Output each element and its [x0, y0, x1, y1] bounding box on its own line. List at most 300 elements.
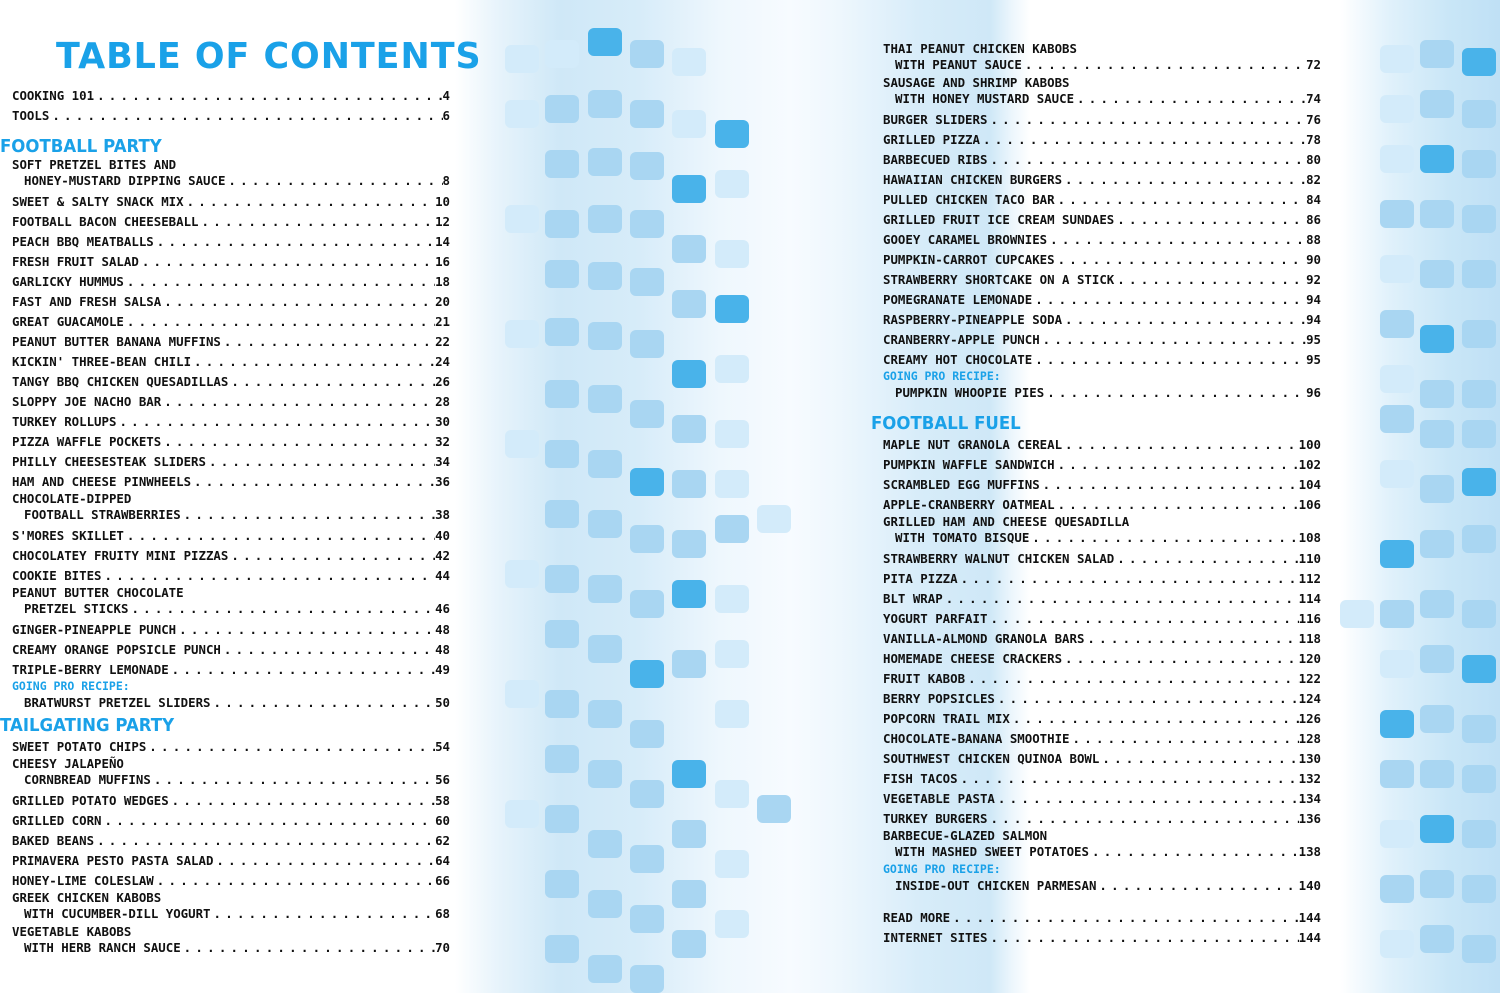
background-tile: [630, 152, 664, 180]
toc-entry[interactable]: [12, 925, 450, 959]
background-tile: [1462, 150, 1496, 178]
toc-entry-title: READ MORE: [883, 910, 951, 925]
football-party-list: [12, 158, 452, 680]
toc-page-number: 44: [435, 568, 450, 583]
toc-page-number: 130: [1298, 751, 1321, 766]
toc-entry[interactable]: [12, 851, 450, 871]
background-tile: [1340, 600, 1374, 628]
toc-entry-title: TURKEY BURGERS: [883, 811, 988, 826]
dot-leader: [1062, 310, 1306, 330]
toc-entry-title: GRILLED CORN: [12, 813, 102, 828]
toc-entry-title: PHILLY CHEESESTEAK SLIDERS: [12, 454, 206, 469]
background-tile: [630, 100, 664, 128]
toc-page-number: 6: [442, 108, 450, 123]
toc-entry-title: BURGER SLIDERS: [883, 112, 988, 127]
background-tile: [505, 680, 539, 708]
toc-entry[interactable]: [883, 629, 1321, 649]
toc-entry[interactable]: [883, 330, 1321, 350]
toc-entry-title: PITA PIZZA: [883, 571, 958, 586]
dot-leader: [1114, 549, 1298, 569]
toc-entry-title-line1: PEANUT BUTTER CHOCOLATE: [12, 585, 184, 600]
dot-leader: [94, 831, 435, 851]
background-tile: [630, 525, 664, 553]
toc-entry[interactable]: [883, 150, 1321, 170]
toc-page-number: 64: [435, 853, 450, 868]
dot-leader: [1029, 529, 1298, 547]
background-tile: [715, 240, 749, 268]
background-tile: [588, 385, 622, 413]
toc-page-number: 54: [435, 739, 450, 754]
background-tile: [1420, 645, 1454, 673]
toc-entry[interactable]: [883, 515, 1321, 549]
background-tile: [672, 110, 706, 138]
background-tile: [672, 360, 706, 388]
background-tile: [715, 640, 749, 668]
toc-entry[interactable]: [12, 232, 450, 252]
toc-entry[interactable]: [883, 190, 1321, 210]
toc-entry[interactable]: [883, 290, 1321, 310]
toc-entry[interactable]: [883, 475, 1321, 495]
background-tile: [505, 430, 539, 458]
toc-entry-title: TRIPLE-BERRY LEMONADE: [12, 662, 169, 677]
toc-page-number: 32: [435, 434, 450, 449]
dot-leader: [221, 640, 435, 660]
toc-page-number: 104: [1298, 477, 1321, 492]
toc-entry[interactable]: [12, 586, 450, 620]
toc-entry-title: WITH PEANUT SAUCE: [895, 57, 1022, 72]
toc-entry[interactable]: [883, 435, 1321, 455]
background-tile: [1420, 420, 1454, 448]
toc-page-number: 128: [1298, 731, 1321, 746]
toc-entry-title: WITH HONEY MUSTARD SAUCE: [895, 91, 1075, 106]
toc-page-number: 58: [435, 793, 450, 808]
toc-entry[interactable]: [883, 310, 1321, 330]
toc-entry-title: PRIMAVERA PESTO PASTA SALAD: [12, 853, 214, 868]
dot-leader: [124, 272, 435, 292]
background-tile: [1380, 310, 1414, 338]
toc-page-number: 106: [1298, 497, 1321, 512]
background-tile: [757, 505, 791, 533]
background-tile: [1462, 715, 1496, 743]
dot-leader: [228, 372, 435, 392]
toc-entry[interactable]: [12, 871, 450, 891]
background-tile: [1462, 468, 1496, 496]
dot-leader: [1070, 729, 1299, 749]
toc-entry-title-line1: GREEK CHICKEN KABOBS: [12, 890, 162, 905]
background-tile: [1380, 255, 1414, 283]
toc-page-number: 110: [1298, 551, 1321, 566]
toc-page-number: 140: [1298, 878, 1321, 893]
toc-page-number: 122: [1298, 671, 1321, 686]
dot-leader: [1022, 56, 1306, 74]
background-tile: [630, 590, 664, 618]
dot-leader: [995, 689, 1299, 709]
toc-entry[interactable]: [883, 789, 1321, 809]
background-tile: [1420, 870, 1454, 898]
dot-leader: [1044, 383, 1306, 403]
background-tile: [1420, 705, 1454, 733]
toc-entry-title: PEACH BBQ MEATBALLS: [12, 234, 154, 249]
dot-leader: [191, 352, 435, 372]
page-title: TABLE OF CONTENTS: [56, 36, 482, 77]
dot-leader: [213, 851, 435, 871]
background-tile: [545, 380, 579, 408]
background-tile: [1462, 765, 1496, 793]
dot-leader: [1074, 90, 1306, 108]
toc-entry[interactable]: [883, 210, 1321, 230]
toc-entry-title: CREAMY HOT CHOCOLATE: [883, 352, 1033, 367]
toc-entry-title: CORNBREAD MUFFINS: [24, 772, 151, 787]
toc-page-number: 136: [1298, 811, 1321, 826]
toc-entry[interactable]: [883, 270, 1321, 290]
toc-entry[interactable]: [12, 620, 450, 640]
toc-entry-title-line1: SOFT PRETZEL BITES AND: [12, 157, 177, 172]
dot-leader: [1040, 330, 1306, 350]
dot-leader: [987, 609, 1298, 629]
toc-entry[interactable]: [883, 669, 1321, 689]
toc-entry-title: INTERNET SITES: [883, 930, 988, 945]
toc-entry-title: CRANBERRY-APPLE PUNCH: [883, 332, 1040, 347]
toc-entry[interactable]: [883, 829, 1321, 863]
toc-entry[interactable]: [12, 312, 450, 332]
background-tile: [545, 565, 579, 593]
toc-entry-title: CHOCOLATEY FRUITY MINI PIZZAS: [12, 548, 229, 563]
toc-page-number: 112: [1298, 571, 1321, 586]
toc-entry[interactable]: [12, 546, 450, 566]
background-tile: [630, 660, 664, 688]
background-tile: [1380, 600, 1414, 628]
background-tile: [545, 40, 579, 68]
toc-entry-title: BRATWURST PRETZEL SLIDERS: [24, 695, 211, 710]
toc-entry[interactable]: [12, 432, 450, 452]
toc-entry[interactable]: [883, 928, 1321, 948]
dot-leader: [1047, 230, 1306, 250]
dot-leader: [943, 589, 1299, 609]
toc-page-number: 10: [435, 194, 450, 209]
background-tile: [588, 890, 622, 918]
toc-page-number: 94: [1306, 292, 1321, 307]
toc-page-number: 126: [1298, 711, 1321, 726]
toc-page-number: 26: [435, 374, 450, 389]
toc-entry[interactable]: [883, 170, 1321, 190]
toc-entry[interactable]: [12, 831, 450, 851]
background-tile: [1420, 40, 1454, 68]
dot-leader: [1010, 709, 1299, 729]
background-tile: [630, 40, 664, 68]
toc-entry-title: FISH TACOS: [883, 771, 958, 786]
toc-page-number: 56: [435, 772, 450, 787]
background-tile: [1462, 525, 1496, 553]
background-tile: [588, 510, 622, 538]
toc-entry[interactable]: [12, 192, 450, 212]
toc-entry[interactable]: [12, 106, 450, 126]
background-tile: [545, 500, 579, 528]
toc-page-number: 36: [435, 474, 450, 489]
toc-entry[interactable]: [12, 252, 450, 272]
toc-entry-title: GARLICKY HUMMUS: [12, 274, 124, 289]
toc-entry-title: HOMEMADE CHEESE CRACKERS: [883, 651, 1063, 666]
toc-entry[interactable]: [883, 749, 1321, 769]
toc-entry-title: GRILLED POTATO WEDGES: [12, 793, 169, 808]
toc-entry[interactable]: [12, 757, 450, 791]
dot-leader: [154, 232, 435, 252]
background-tile: [672, 580, 706, 608]
background-tile: [588, 700, 622, 728]
dot-leader: [225, 172, 442, 190]
background-tile: [1462, 260, 1496, 288]
background-tile: [630, 905, 664, 933]
dot-leader: [1084, 629, 1298, 649]
toc-entry[interactable]: [12, 811, 450, 831]
toc-entry[interactable]: [883, 809, 1321, 829]
background-tile: [588, 575, 622, 603]
toc-page-number: 8: [442, 173, 450, 188]
background-tile: [545, 440, 579, 468]
toc-page-number: 78: [1306, 132, 1321, 147]
toc-entry-title: PUMPKIN-CARROT CUPCAKES: [883, 252, 1055, 267]
toc-entry[interactable]: [883, 908, 1321, 928]
toc-entry[interactable]: [12, 526, 450, 546]
toc-entry-title: POMEGRANATE LEMONADE: [883, 292, 1033, 307]
toc-entry[interactable]: [883, 42, 1321, 76]
background-tile: [672, 48, 706, 76]
toc-entry-title: VANILLA-ALMOND GRANOLA BARS: [883, 631, 1085, 646]
dot-leader: [1089, 843, 1299, 861]
background-tile: [630, 210, 664, 238]
toc-entry-title: CHOCOLATE-BANANA SMOOTHIE: [883, 731, 1070, 746]
toc-page-number: 108: [1298, 530, 1321, 545]
background-tile: [1380, 405, 1414, 433]
background-tile: [1380, 710, 1414, 738]
background-tile: [1380, 45, 1414, 73]
background-tile: [588, 955, 622, 983]
toc-page-number: 116: [1298, 611, 1321, 626]
toc-entry[interactable]: [883, 549, 1321, 569]
background-tile: [672, 820, 706, 848]
background-tile: [715, 355, 749, 383]
toc-page-number: 16: [435, 254, 450, 269]
dot-leader: [199, 212, 436, 232]
going-pro-football-fuel: [883, 863, 1323, 896]
toc-entry-title: TURKEY ROLLUPS: [12, 414, 117, 429]
toc-entry[interactable]: [883, 230, 1321, 250]
toc-entry-title: HAM AND CHEESE PINWHEELS: [12, 474, 192, 489]
going-pro-football-party: [12, 680, 452, 713]
background-tile: [1462, 655, 1496, 683]
background-tile: [1420, 380, 1454, 408]
dot-leader: [1032, 350, 1306, 370]
toc-entry[interactable]: [883, 769, 1321, 789]
toc-entry[interactable]: [883, 495, 1321, 515]
background-tile: [715, 295, 749, 323]
background-tile: [1380, 875, 1414, 903]
dot-leader: [1055, 250, 1307, 270]
toc-entry[interactable]: [12, 412, 450, 432]
toc-entry-title-line1: GRILLED HAM AND CHEESE QUESADILLA: [883, 514, 1130, 529]
toc-entry[interactable]: [883, 569, 1321, 589]
dot-leader: [146, 737, 435, 757]
background-tile: [505, 205, 539, 233]
background-tile: [715, 515, 749, 543]
toc-entry-title: SOUTHWEST CHICKEN QUINOA BOWL: [883, 751, 1100, 766]
dot-leader: [1062, 435, 1299, 455]
dot-leader: [1099, 749, 1298, 769]
dot-leader: [987, 809, 1298, 829]
background-tile: [1462, 600, 1496, 628]
toc-entry-title: BAKED BEANS: [12, 833, 95, 848]
background-tile: [1420, 590, 1454, 618]
background-tile: [672, 650, 706, 678]
toc-entry[interactable]: [12, 472, 450, 492]
toc-page-number: 66: [435, 873, 450, 888]
toc-entry-title: FRESH FRUIT SALAD: [12, 254, 139, 269]
toc-entry[interactable]: [12, 292, 450, 312]
toc-entry[interactable]: [883, 609, 1321, 629]
toc-page-number: 90: [1306, 252, 1321, 267]
toc-entry[interactable]: [12, 566, 450, 586]
toc-page-number: 82: [1306, 172, 1321, 187]
toc-entry[interactable]: [12, 891, 450, 925]
background-tile: [588, 205, 622, 233]
toc-entry[interactable]: [883, 110, 1321, 130]
toc-page-number: 60: [435, 813, 450, 828]
dot-leader: [958, 569, 1299, 589]
toc-entry[interactable]: [883, 589, 1321, 609]
section-heading-football-fuel: FOOTBALL FUEL: [871, 413, 1021, 434]
background-tile: [715, 700, 749, 728]
toc-entry[interactable]: [12, 737, 450, 757]
toc-page-number: 80: [1306, 152, 1321, 167]
toc-entry[interactable]: [12, 660, 450, 680]
toc-entry[interactable]: [883, 383, 1321, 403]
background-tile: [545, 935, 579, 963]
toc-entry[interactable]: [12, 86, 450, 106]
toc-entry-title: INSIDE-OUT CHICKEN PARMESAN: [895, 878, 1097, 893]
background-tile: [1462, 875, 1496, 903]
background-tile: [505, 320, 539, 348]
toc-entry-title: STRAWBERRY SHORTCAKE ON A STICK: [883, 272, 1115, 287]
toc-entry-title: PEANUT BUTTER BANANA MUFFINS: [12, 334, 221, 349]
dot-leader: [211, 905, 436, 923]
background-tile: [505, 45, 539, 73]
dot-leader: [211, 693, 436, 713]
background-tile: [1380, 460, 1414, 488]
dot-leader: [169, 791, 435, 811]
toc-page-number: 114: [1298, 591, 1321, 606]
toc-entry-title-line1: VEGETABLE KABOBS: [12, 924, 132, 939]
toc-entry[interactable]: [12, 352, 450, 372]
dot-leader: [184, 192, 436, 212]
toc-entry[interactable]: [883, 649, 1321, 669]
toc-entry[interactable]: [883, 729, 1321, 749]
toc-entry[interactable]: [883, 876, 1321, 896]
toc-entry-title: STRAWBERRY WALNUT CHICKEN SALAD: [883, 551, 1115, 566]
background-tile: [715, 585, 749, 613]
background-tile: [672, 290, 706, 318]
background-tile: [588, 760, 622, 788]
dot-leader: [116, 412, 435, 432]
background-tile: [672, 235, 706, 263]
toc-entry[interactable]: [12, 332, 450, 352]
toc-page-number: 144: [1298, 910, 1321, 925]
toc-page-number: 42: [435, 548, 450, 563]
toc-entry-title: COOKIE BITES: [12, 568, 102, 583]
background-tile: [1462, 100, 1496, 128]
tailgating-party-list: [12, 737, 452, 959]
dot-leader: [1062, 649, 1299, 669]
toc-entry-title: CREAMY ORANGE POPSICLE PUNCH: [12, 642, 221, 657]
background-tile: [588, 830, 622, 858]
toc-entry[interactable]: [883, 350, 1321, 370]
toc-entry[interactable]: [883, 76, 1321, 110]
toc-entry-title-line1: CHOCOLATE-DIPPED: [12, 491, 132, 506]
background-tile: [1420, 325, 1454, 353]
toc-entry[interactable]: [12, 452, 450, 472]
toc-page-number: 48: [435, 622, 450, 637]
background-tile: [545, 620, 579, 648]
toc-page-number: 74: [1306, 91, 1321, 106]
toc-entry[interactable]: [12, 392, 450, 412]
toc-entry-title-line1: CHEESY JALAPEÑO: [12, 756, 124, 771]
background-tile: [1462, 48, 1496, 76]
dot-leader: [176, 620, 435, 640]
toc-page-number: 46: [435, 601, 450, 616]
toc-entry[interactable]: [12, 212, 450, 232]
toc-entry[interactable]: [883, 709, 1321, 729]
toc-page-number: 40: [435, 528, 450, 543]
background-tile: [715, 780, 749, 808]
dot-leader: [169, 660, 435, 680]
toc-entry[interactable]: [12, 640, 450, 660]
toc-entry-title: GRILLED PIZZA: [883, 132, 980, 147]
background-tile: [545, 318, 579, 346]
toc-entry[interactable]: [883, 250, 1321, 270]
toc-page-number: 34: [435, 454, 450, 469]
toc-page-number: 84: [1306, 192, 1321, 207]
toc-entry-title: HONEY-LIME COLESLAW: [12, 873, 154, 888]
toc-entry[interactable]: [12, 372, 450, 392]
toc-entry-title: FOOTBALL STRAWBERRIES: [24, 507, 181, 522]
toc-page-number: 62: [435, 833, 450, 848]
background-tile: [672, 470, 706, 498]
dot-leader: [1040, 475, 1299, 495]
toc-entry[interactable]: [883, 455, 1321, 475]
background-tile: [505, 100, 539, 128]
toc-entry[interactable]: [883, 130, 1321, 150]
toc-entry[interactable]: [12, 272, 450, 292]
toc-entry-title: GINGER-PINEAPPLE PUNCH: [12, 622, 177, 637]
toc-left-column: [0, 86, 452, 959]
toc-entry[interactable]: [12, 693, 450, 713]
background-tile: [1380, 540, 1414, 568]
toc-entry[interactable]: [12, 158, 450, 192]
background-tile: [1462, 420, 1496, 448]
background-tile: [672, 175, 706, 203]
toc-entry[interactable]: [12, 492, 450, 526]
toc-page-number: 72: [1306, 57, 1321, 72]
background-tile: [1462, 320, 1496, 348]
background-tile: [588, 28, 622, 56]
dot-leader: [94, 86, 442, 106]
background-tile: [505, 560, 539, 588]
toc-entry[interactable]: [12, 791, 450, 811]
toc-entry[interactable]: [883, 689, 1321, 709]
background-tile: [1462, 380, 1496, 408]
toc-entry-title: FAST AND FRESH SALSA: [12, 294, 162, 309]
toc-entry-title: PUMPKIN WAFFLE SANDWICH: [883, 457, 1055, 472]
toc-entry-title-line1: THAI PEANUT CHICKEN KABOBS: [883, 41, 1077, 56]
background-tile: [1420, 260, 1454, 288]
